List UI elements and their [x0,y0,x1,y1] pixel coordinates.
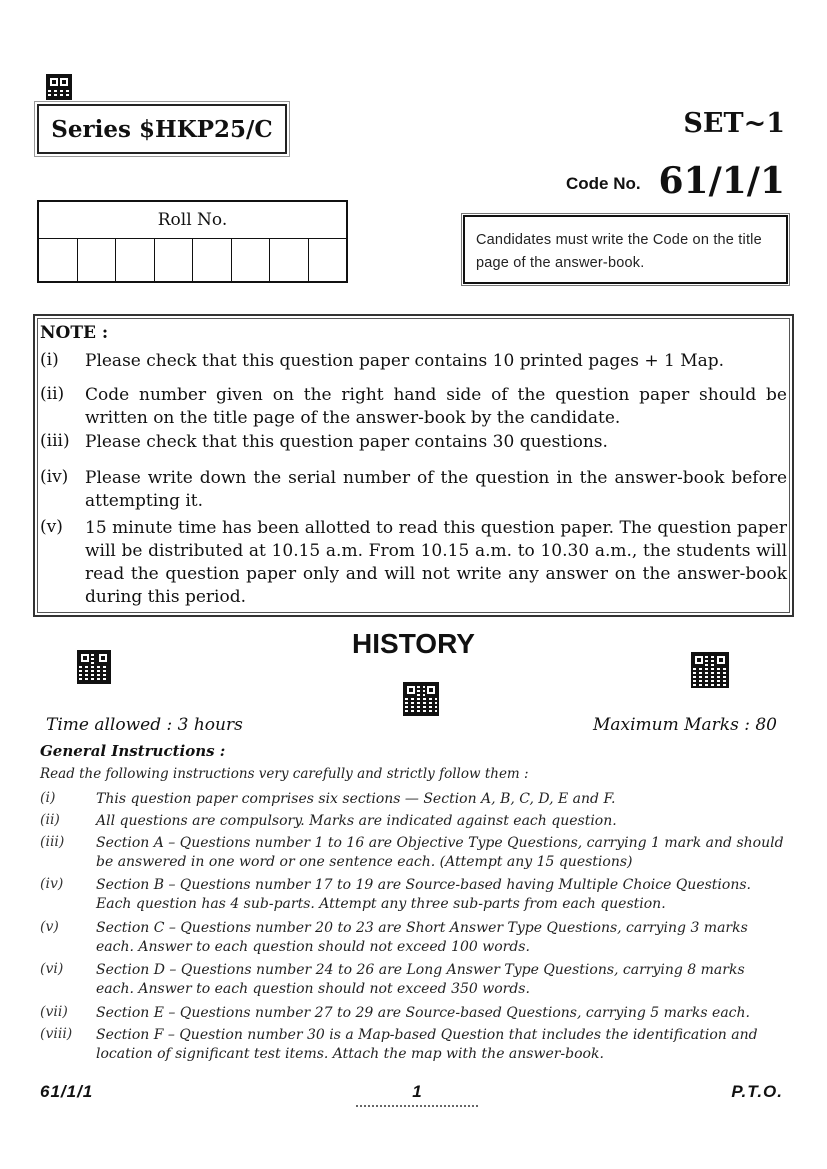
roll-number-cell[interactable] [270,239,309,282]
instructions-title: General Instructions : [40,742,226,760]
note-item-text: 15 minute time has been allotted to read this question paper. The question paper will be distributed at 10.15 a.m. From 10.15 a.m. to 10.30 a.m., the students will read the question paper only and will not write any answer on the answer-book during this period. [85,518,787,607]
roll-number-cell[interactable] [232,239,271,282]
instruction-number: (iii) [40,834,65,850]
pto-label: P.T.O. [731,1082,783,1101]
roll-number-cell[interactable] [78,239,117,282]
subject-title: HISTORY [352,628,475,659]
instruction-number: (i) [40,790,56,806]
series-label: Series $HKP25/C [51,115,273,143]
footer-code: 61/1/1 [40,1082,94,1101]
note-item-text: Code number given on the right hand side of the question paper should be written on the title page of the answer-book by the candidate. [85,385,787,428]
roll-number-cell[interactable] [116,239,155,282]
instruction-number: (vi) [40,961,64,977]
note-item-number: (v) [40,517,63,537]
code-label: Code No. [566,174,641,193]
maximum-marks: Maximum Marks : 80 [592,715,777,735]
instruction-text: Section E – Questions number 27 to 29 are Source-based Questions, carrying 5 marks each. [96,1005,750,1021]
note-item-number: (ii) [40,384,65,404]
roll-number-table [37,200,348,283]
note-item-number: (i) [40,350,59,370]
instruction-number: (v) [40,919,59,935]
note-item-number: (iv) [40,467,69,487]
qr-code-center-icon [405,684,437,714]
roll-number-label: Roll No. [39,202,346,239]
candidate-note-box [463,215,788,284]
roll-number-cell[interactable] [309,239,347,282]
roll-number-cell[interactable] [39,239,78,282]
instruction-number: (ii) [40,812,60,828]
instructions-intro: Read the following instructions very carefully and strictly follow them : [40,766,529,782]
instruction-text: Section A – Questions number 1 to 16 are Objective Type Questions, carrying 1 mark and should be answered in one word or one sentence each. (Attempt any 15 questions) [96,835,784,870]
note-item-text: Please check that this question paper contains 30 questions. [85,432,608,452]
code-value: 61/1/1 [658,160,785,202]
instruction-text: Section C – Questions number 20 to 23 are Short Answer Type Questions, carrying 3 marks each. Answer to each question should not exceed 100 words. [96,920,748,955]
time-allowed: Time allowed : 3 hours [46,715,243,735]
series-box [37,104,287,154]
roll-number-cell[interactable] [193,239,232,282]
candidate-note-text: Candidates must write the Code on the title page of the answer-book. [476,232,762,271]
instruction-number: (iv) [40,876,64,892]
roll-number-cells [39,239,346,282]
instruction-text: This question paper comprises six sections — Section A, B, C, D, E and F. [96,791,616,807]
roll-number-cell[interactable] [155,239,194,282]
note-item-text: Please write down the serial number of the question in the answer-book before attempting it. [85,468,787,511]
instruction-number: (viii) [40,1026,73,1042]
instruction-text: Section D – Questions number 24 to 26 are Long Answer Type Questions, carrying 8 marks each. Answer to each question should not exceed 350 words. [96,962,745,997]
note-item-text: Please check that this question paper contains 10 printed pages + 1 Map. [85,351,725,371]
page-number: 1 [412,1082,422,1101]
qr-code-top-left-icon [48,76,70,98]
note-item-number: (iii) [40,431,70,451]
set-label: SET~1 [683,108,785,139]
instruction-number: (vii) [40,1004,68,1020]
footer-divider [356,1105,478,1107]
note-title: NOTE : [40,323,109,343]
instruction-text: Section B – Questions number 17 to 19 are Source-based having Multiple Choice Questions. Each question has 4 sub-parts. Attempt any three sub-parts from each question. [96,877,751,912]
instruction-text: All questions are compulsory. Marks are indicated against each question. [96,813,617,829]
instruction-text: Section F – Question number 30 is a Map-based Question that includes the identification and location of significant test items. Attach the map with the answer-book. [96,1027,758,1062]
